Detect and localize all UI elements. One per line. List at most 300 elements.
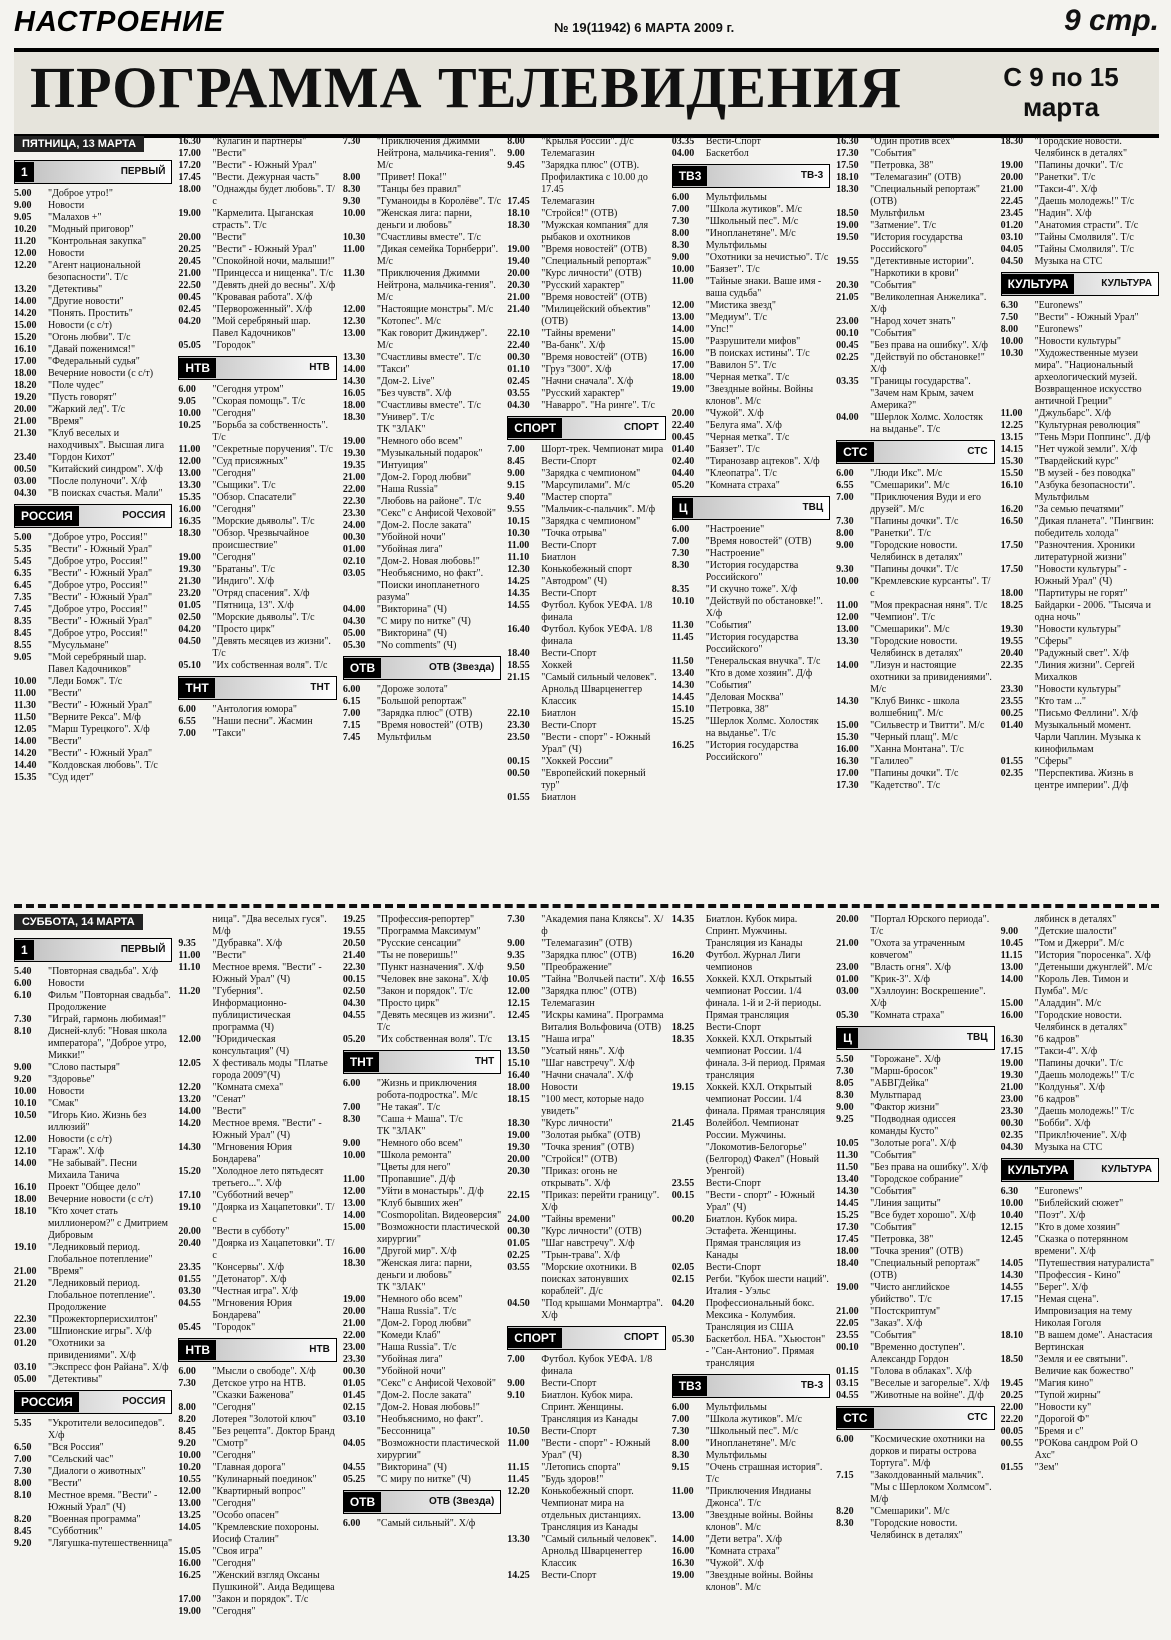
program-time: 8.05 (836, 1078, 854, 1089)
program-row (507, 950, 665, 962)
program-title: "Даешь молодежь!" Т/с (1034, 196, 1135, 207)
channel-logo: РОССИЯ (15, 1392, 79, 1412)
program-row (672, 228, 830, 240)
program-row (178, 456, 336, 468)
program-title: "Ранетки". Т/с (870, 528, 931, 539)
program-row (836, 412, 994, 436)
channel-name: НТВ (309, 1344, 330, 1355)
program-time: 01.05 (178, 600, 201, 611)
program-time: 10.25 (178, 420, 201, 431)
program-title: Биатлон. Кубок мира. Спринт. Мужчины. Трансляция из Канады (705, 914, 803, 949)
program-row (14, 236, 172, 248)
program-time: 16.50 (1000, 516, 1024, 527)
program-title: "Берег". Х/ф (1034, 1282, 1088, 1293)
program-title: "Вавилон 5". Т/с (705, 360, 777, 371)
program-time: 13.20 (14, 284, 37, 295)
program-title: "Космические охотники на дорков и пираты острова Тортуга". М/ф (870, 1434, 985, 1469)
program-title: "События" (870, 1150, 917, 1161)
program-title: "Наварро". "На ринге". Т/с (541, 400, 655, 411)
program-title: "Euronews" (1034, 324, 1083, 335)
program-row (1001, 300, 1159, 312)
program-row (343, 628, 501, 640)
program-time: 17.30 (836, 1222, 859, 1233)
program-title: "Мгновения Юрия Бондарева" (212, 1298, 292, 1321)
program-title: "Папины дочки". Т/с (870, 564, 959, 575)
program-title: "Моя прекрасная няня". Т/с (870, 600, 988, 611)
program-time: 8.00 (178, 1402, 196, 1413)
program-row (14, 1418, 172, 1442)
program-row (507, 1354, 665, 1378)
program-time: 10.20 (14, 224, 37, 235)
program-time: 23.00 (342, 1342, 366, 1353)
program-time: 9.35 (178, 938, 196, 949)
program-row (178, 1322, 336, 1334)
program-title: "АБВГДейка" (870, 1078, 929, 1089)
program-row (14, 1098, 172, 1110)
program-time: 19.00 (671, 384, 695, 395)
program-title: "Своя игра" (212, 1546, 263, 1557)
program-title: "Смотр" (212, 1438, 248, 1449)
program-title: "Немая сцена". Импровизация на тему Николая Гоголя (1034, 1294, 1133, 1329)
channel-logo: СТС (837, 442, 873, 462)
program-title: "Суд присяжных" (212, 456, 288, 467)
program-time: 9.00 (507, 468, 525, 479)
program-time: 14.30 (342, 376, 366, 387)
program-time: 23.20 (178, 588, 201, 599)
program-row (14, 676, 172, 688)
program-time: 12.00 (14, 1134, 37, 1145)
program-row (672, 680, 830, 692)
program-time: 13.00 (178, 468, 201, 479)
program-time: 6.00 (178, 1366, 196, 1377)
program-time: 10.45 (1000, 938, 1024, 949)
program-row (178, 1438, 336, 1450)
program-title: "Инопланетяне". М/с (705, 1438, 796, 1449)
section-divider (14, 904, 1159, 908)
program-row (507, 792, 665, 804)
program-time: 5.50 (836, 1054, 854, 1065)
channel-name: КУЛЬТУРА (1101, 278, 1152, 289)
day-label: СУББОТА, 14 МАРТА (14, 914, 143, 930)
program-time: 18.00 (14, 368, 37, 379)
program-title: "Городское собрание" (870, 1174, 963, 1185)
program-time: 14.45 (671, 692, 695, 703)
program-time: 9.00 (507, 148, 525, 159)
program-time: 10.50 (507, 1426, 530, 1437)
program-time: 16.55 (671, 974, 695, 985)
program-title: Биатлон (541, 792, 577, 803)
program-row (1001, 1142, 1159, 1154)
program-row (1001, 1294, 1159, 1330)
program-title: "Пятница, 13". Х/ф (212, 600, 294, 611)
program-title: Телемагазин (541, 196, 595, 207)
program-time: 03.55 (507, 388, 530, 399)
program-row (672, 300, 830, 312)
program-time: 9.30 (342, 196, 361, 207)
program-time: 12.20 (178, 1082, 201, 1093)
program-title: "Ранетки". Т/с (1034, 172, 1096, 183)
channel-header (672, 1374, 830, 1398)
program-time: 00.15 (342, 974, 366, 985)
program-title: "Разночтения. Хроники литературной жизни" (1034, 540, 1135, 563)
program-row (14, 1026, 172, 1062)
program-row (1001, 220, 1159, 232)
program-title: "Цветы для него" (376, 1162, 451, 1173)
program-time: 20.00 (1000, 172, 1024, 183)
program-time: 20.40 (178, 1238, 201, 1249)
program-row (14, 1538, 172, 1550)
program-row (1001, 232, 1159, 244)
program-row (14, 736, 172, 748)
program-row (14, 628, 172, 640)
program-row (836, 1318, 994, 1330)
program-row (178, 492, 336, 504)
program-title: Мультфильмы (705, 240, 767, 251)
program-time: 11.50 (671, 656, 694, 667)
program-row (178, 1082, 336, 1094)
program-row (836, 1258, 994, 1282)
program-row (1001, 588, 1159, 600)
program-title: "Комната смеха" (212, 1082, 284, 1093)
program-time: 10.30 (342, 232, 366, 243)
program-title: "Cosmopolitan. Видеоверсия" (376, 1210, 502, 1221)
program-row (178, 468, 336, 480)
program-row (836, 1066, 994, 1078)
program-row (836, 340, 994, 352)
program-time: 02.45 (178, 304, 201, 315)
program-row (178, 728, 336, 740)
program-title: "Вести" - Южный Урал" (48, 544, 153, 555)
program-title: "Консервы". Х/ф (212, 1262, 285, 1273)
program-time: 21.00 (507, 292, 530, 303)
page-title: ПРОГРАММА ТЕЛЕВИДЕНИЯ (30, 55, 902, 120)
program-row (343, 460, 501, 472)
program-title: ница". "Два веселых гуся". М/ф (212, 914, 327, 937)
program-title: "Борьба за собственность". Т/с (212, 420, 329, 443)
program-time: 18.55 (507, 660, 530, 671)
channel-header (1001, 272, 1159, 296)
program-time: 19.30 (1000, 1070, 1024, 1081)
program-row (507, 1010, 665, 1034)
program-title: "Самый сильный". Х/ф (376, 1518, 476, 1529)
program-row (14, 1278, 172, 1314)
program-row (507, 444, 665, 456)
program-time: 11.00 (342, 1174, 365, 1185)
program-row (836, 720, 994, 732)
program-time: 7.45 (14, 604, 32, 615)
program-title: "Сенат" (212, 1094, 246, 1105)
program-time: 03.00 (836, 986, 859, 997)
program-time: 9.25 (836, 1114, 854, 1125)
program-row (672, 1510, 830, 1534)
program-title: Конькобежный спорт (541, 564, 632, 575)
program-time: 23.50 (507, 732, 530, 743)
program-row (836, 962, 994, 974)
program-row (178, 444, 336, 456)
program-row (14, 556, 172, 568)
program-row (343, 1198, 501, 1210)
program-row (178, 1414, 336, 1426)
program-row (14, 1314, 172, 1326)
program-title: "В музей - без поводка" (1034, 468, 1136, 479)
program-title: "Дом-2. После заката" (376, 520, 472, 531)
program-row (14, 1326, 172, 1338)
program-title: "События" (705, 620, 752, 631)
program-row (1001, 432, 1159, 444)
program-time: 19.00 (1000, 1058, 1024, 1069)
program-row (178, 914, 336, 938)
program-time: 19.45 (1000, 1378, 1024, 1389)
program-row (178, 408, 336, 420)
program-time: 14.30 (1000, 1270, 1024, 1281)
program-title: "Дом-2. Новая любовь!" (376, 1402, 480, 1413)
program-row (1001, 1234, 1159, 1258)
program-row (507, 528, 665, 540)
program-time: 17.15 (1000, 1294, 1024, 1305)
program-time: 05.20 (671, 480, 695, 491)
program-row (672, 1334, 830, 1370)
program-title: "После полуночи". Х/ф (48, 476, 148, 487)
program-time: 18.15 (507, 1094, 530, 1105)
program-title: "События" (705, 680, 752, 691)
program-title: "Шерлок Холмс. Холостяк на выданье". Т/с (705, 716, 819, 739)
program-title: Биатлон (541, 552, 577, 563)
program-title: "Кадетство". Т/с (870, 780, 941, 791)
program-row (178, 280, 336, 292)
channel-name: СТС (967, 446, 988, 457)
program-title: "Мысли о свободе". Х/ф (212, 1366, 316, 1377)
program-row (507, 974, 665, 986)
program-time: 04.30 (507, 400, 530, 411)
channel-name: ТВ-3 (800, 1380, 824, 1391)
program-title: "Вести - спорт" - Южный Урал" (Ч) (541, 732, 651, 755)
program-title: "Малахов +" (48, 212, 102, 223)
program-title: "Баязет". Т/с (705, 264, 760, 275)
program-row (14, 392, 172, 404)
channel-header (343, 1050, 501, 1074)
program-time: 7.15 (342, 720, 361, 731)
program-row (836, 376, 994, 412)
program-row (672, 252, 830, 264)
program-row (343, 1378, 501, 1390)
program-title: "Саша + Маша". Т/с (376, 1114, 463, 1125)
program-time: 05.45 (178, 1322, 201, 1333)
program-time: 7.00 (14, 1454, 32, 1465)
program-time: 00.10 (836, 328, 859, 339)
channel-header (14, 160, 172, 184)
program-title: ТК "ЗЛАК" (376, 1282, 426, 1293)
program-time: 02.50 (178, 612, 201, 623)
program-row (507, 1226, 665, 1238)
program-row (343, 1318, 501, 1330)
program-row (1001, 1462, 1159, 1474)
program-row (836, 660, 994, 696)
program-row (343, 244, 501, 268)
program-row (343, 986, 501, 998)
program-row (507, 1378, 665, 1390)
program-row (507, 624, 665, 648)
saturday-schedule (14, 914, 1159, 1634)
program-time: 12.15 (507, 998, 530, 1009)
program-row (672, 1462, 830, 1486)
channel-header (178, 356, 336, 380)
program-row (836, 780, 994, 792)
program-time: 01.55 (507, 792, 530, 803)
program-row (1001, 974, 1159, 998)
program-time: 7.30 (14, 1466, 32, 1477)
program-time: 8.10 (14, 1026, 32, 1037)
program-row (178, 986, 336, 1034)
program-time: 20.45 (178, 256, 201, 267)
program-time: 21.00 (836, 1306, 859, 1317)
channel-logo: 1 (15, 162, 34, 182)
program-row (507, 220, 665, 244)
program-title: "Наша Russia". Т/с (376, 1306, 457, 1317)
program-time: 04.55 (836, 1390, 859, 1401)
program-time: 22.30 (342, 496, 366, 507)
program-row (507, 768, 665, 792)
program-title: "Люди Икс". М/с (870, 468, 943, 479)
program-row (178, 576, 336, 588)
program-time: 9.00 (1000, 926, 1019, 937)
program-title: "Секретные поручения". Т/с (212, 444, 333, 455)
program-row (672, 348, 830, 360)
program-time: 17.00 (14, 356, 37, 367)
program-title: "Приключения Джимми Нейтрона, мальчика-гения". М/с (376, 136, 496, 171)
program-title: "Звездные войны. Войны клонов". М/с (705, 1510, 814, 1533)
program-title: "Галилео" (870, 756, 914, 767)
program-row (836, 172, 994, 184)
program-time: 18.10 (1000, 1330, 1024, 1341)
program-title: Баскетбол. НБА. "Хьюстон" - "Сан-Антонио". Прямая трансляция (705, 1334, 826, 1369)
program-time: 01.05 (342, 1378, 366, 1389)
program-title: "Новости культуры" (1034, 336, 1121, 347)
program-time: 15.50 (1000, 468, 1024, 479)
program-row (178, 1274, 336, 1286)
program-title: Хоккей. КХЛ. Открытый чемпионат России. 1/4 финала. Прямая трансляция (705, 1082, 826, 1117)
program-time: 8.20 (178, 1414, 196, 1425)
program-time: 11.00 (671, 1486, 694, 1497)
program-time: 8.00 (507, 136, 525, 147)
program-time: 7.00 (671, 1414, 690, 1425)
program-title: "Диалоги о животных" (48, 1466, 146, 1477)
program-title: "Танцы без правил" (376, 184, 462, 195)
program-time: 5.40 (14, 966, 32, 977)
program-time: 9.00 (507, 1378, 525, 1389)
program-time: 16.40 (507, 624, 530, 635)
program-title: "Вести" - Южный Урал" (212, 160, 317, 171)
program-title: "Девять месяцев из жизни". Т/с (212, 636, 331, 659)
program-title: Детское утро на НТВ. "Сказки Баженова" (212, 1378, 306, 1401)
program-time: 10.40 (1000, 1210, 1024, 1221)
program-time: 15.25 (836, 1210, 859, 1221)
program-time: 00.15 (671, 1190, 695, 1201)
program-title: "Огонь любви". Т/с (48, 332, 131, 343)
program-title: "Вести" - Южный Урал" (48, 568, 153, 579)
program-row (1001, 336, 1159, 348)
program-title: "Приказ: огонь не открывать". Х/ф (541, 1166, 618, 1189)
program-row (507, 648, 665, 660)
program-title: Футбол. Кубок УЕФА. 1/8 финала (541, 1354, 653, 1377)
program-title: "Наша Russia". Т/с (376, 1342, 457, 1353)
program-title: "Русский характер" (541, 388, 625, 399)
program-row (14, 1526, 172, 1538)
program-time: 19.00 (178, 208, 201, 219)
program-row (14, 344, 172, 356)
program-time: 11.00 (178, 444, 201, 455)
program-time: 6.45 (14, 580, 32, 591)
program-title: "Спокойной ночи, малыши!" (212, 256, 335, 267)
program-time: 13.15 (507, 1034, 530, 1045)
program-title: "Бремя и с" (1034, 1426, 1084, 1437)
program-title: Хоккей. КХЛ. Открытый чемпионат России. 1/4 финала. 1-й и 2-й периоды. Прямая трансляция (705, 974, 822, 1021)
program-row (672, 620, 830, 632)
program-title: "События" (870, 1186, 917, 1197)
program-row (836, 1198, 994, 1210)
program-time: 19.30 (178, 564, 201, 575)
program-title: "Комната страха" (870, 1010, 945, 1021)
program-row (178, 716, 336, 728)
program-time: 01.40 (671, 444, 695, 455)
program-title: "Школа жутиков". М/с (705, 204, 802, 215)
program-time: 14.20 (14, 748, 37, 759)
program-row (672, 1426, 830, 1438)
program-time: 18.30 (342, 1258, 366, 1269)
program-title: "Лягушка-путешественница" (48, 1538, 173, 1549)
program-title: "Без права на ошибку". Х/ф (870, 340, 989, 351)
program-title: "Доброе утро, Россия!" (48, 532, 148, 543)
program-row (836, 1186, 994, 1198)
program-time: 10.30 (1000, 348, 1024, 359)
program-time: 05.25 (342, 1474, 366, 1485)
program-row (507, 352, 665, 364)
program-time: 23.00 (836, 962, 859, 973)
program-time: 10.00 (836, 576, 859, 587)
program-title: "Крылья России". Д/с (541, 136, 634, 147)
program-time: 12.25 (1000, 420, 1024, 431)
program-title: "Убойная лига" (376, 544, 443, 555)
program-row (343, 484, 501, 496)
program-title: Вести-Спорт (705, 1178, 761, 1189)
program-time: 10.00 (1000, 1198, 1024, 1209)
program-time: 23.30 (342, 1354, 366, 1365)
program-row (507, 564, 665, 576)
program-time: 18.30 (507, 220, 530, 231)
program-time: 20.30 (507, 1166, 530, 1177)
program-row (343, 938, 501, 950)
program-title: Байдарки - 2006. "Тысяча и одна ночь" (1034, 600, 1151, 623)
program-title: "Главная дорога" (212, 1462, 286, 1473)
program-time: 16.30 (1000, 1034, 1024, 1045)
channel-name: ТВЦ (802, 502, 824, 513)
program-time: 10.00 (178, 1450, 201, 1461)
program-title: "С миру по нитке" (Ч) (376, 616, 471, 627)
program-row (1001, 456, 1159, 468)
program-row (1001, 244, 1159, 256)
program-title: "Уйти в монастырь". Д/ф (376, 1186, 484, 1197)
program-title: "Портал Юрского периода". Т/с (870, 914, 990, 937)
program-time: 17.30 (836, 780, 859, 791)
program-row (14, 260, 172, 284)
program-time: 03.05 (342, 568, 366, 579)
program-title: Мультфильм (870, 208, 925, 219)
program-time: 22.35 (1000, 660, 1024, 671)
program-row (178, 1486, 336, 1498)
program-row (178, 1570, 336, 1594)
program-time: 19.30 (342, 448, 366, 459)
program-time: 16.00 (178, 1558, 201, 1569)
program-time: 02.45 (507, 376, 530, 387)
